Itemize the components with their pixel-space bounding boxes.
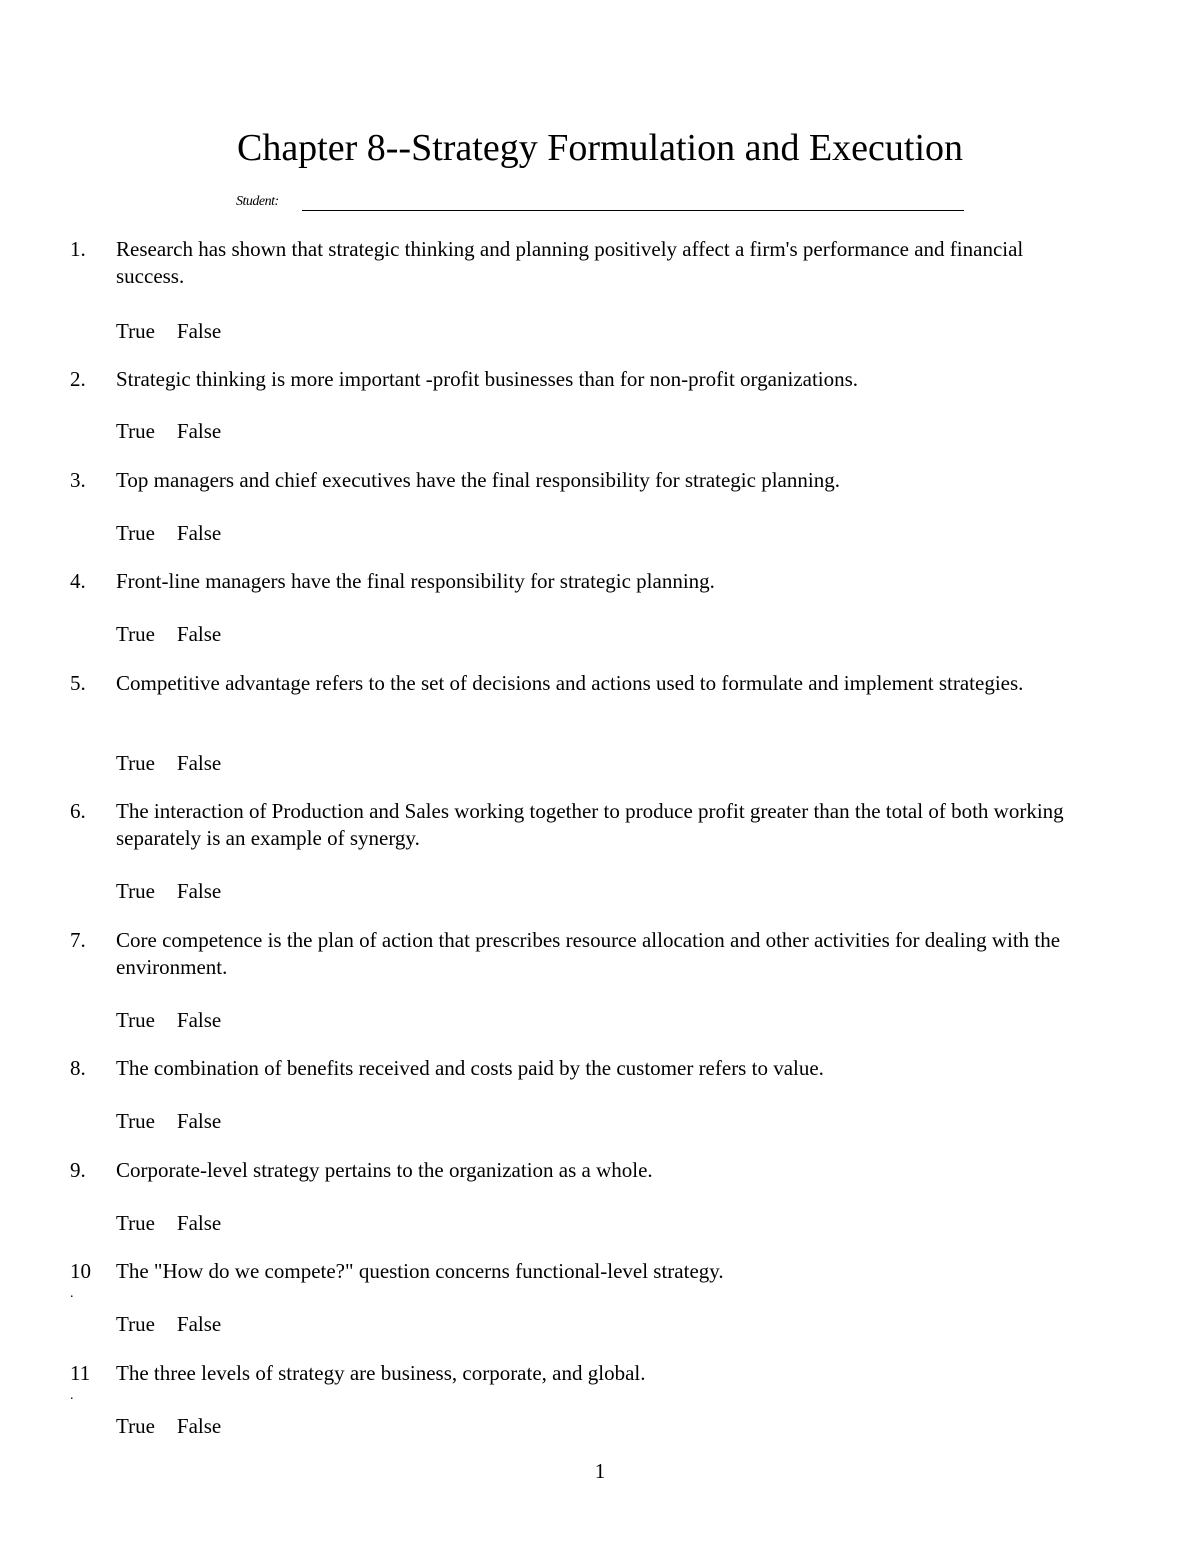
question-number-text: 3. (70, 468, 86, 492)
question-text: The three levels of strategy are business, corporate, and global. (116, 1361, 646, 1385)
option-true[interactable]: True (116, 1312, 155, 1336)
answer-options (116, 418, 221, 445)
question-number-suffix: . (70, 1388, 74, 1403)
option-true[interactable]: True (116, 419, 155, 443)
option-false[interactable]: False (176, 319, 222, 343)
option-true[interactable]: True (116, 1211, 155, 1235)
question-number (70, 568, 86, 595)
answer-options (116, 621, 221, 648)
question-number (70, 1157, 86, 1184)
question-text: Competitive advantage refers to the set of decisions and actions used to formulate and implement strategies. (116, 671, 1024, 695)
answer-options (116, 1108, 221, 1135)
option-true[interactable]: True (116, 879, 155, 903)
answer-options (116, 750, 221, 777)
question-number-text: 5. (70, 671, 86, 695)
question-number-text: 1. (70, 237, 86, 261)
question-number-text: 10 (70, 1259, 91, 1283)
option-false[interactable]: False (176, 622, 222, 646)
question-text: Strategic thinking is more important -profit businesses than for non-profit organizations. (116, 367, 859, 391)
question-text: The interaction of Production and Sales working together to produce profit greater than the total of both working separately is an example of synergy. (116, 799, 1064, 850)
question-number-text: 6. (70, 799, 86, 823)
option-true[interactable]: True (116, 1414, 155, 1438)
option-false[interactable]: False (176, 1211, 222, 1235)
option-false[interactable]: False (176, 1414, 222, 1438)
question-text: The combination of benefits received and costs paid by the customer refers to value. (116, 1056, 824, 1080)
question-number (70, 1055, 86, 1082)
question-number (70, 236, 86, 263)
question-number-text: 4. (70, 569, 86, 593)
question-text: Research has shown that strategic thinking and planning positively affect a firm's performance and financial success. (116, 237, 1024, 288)
page-number: 1 (594, 1459, 606, 1483)
question-number-suffix: . (70, 1286, 74, 1301)
option-false[interactable]: False (176, 879, 222, 903)
answer-options (116, 1311, 221, 1338)
answer-options (116, 1210, 221, 1237)
option-false[interactable]: False (176, 1008, 222, 1032)
question-number (70, 1258, 91, 1301)
question-number (70, 927, 86, 954)
answer-options (116, 878, 221, 905)
answer-options (116, 1007, 221, 1034)
question-number (70, 1360, 90, 1403)
question-number (70, 366, 86, 393)
option-true[interactable]: True (116, 751, 155, 775)
question-text: Corporate-level strategy pertains to the organization as a whole. (116, 1158, 653, 1182)
option-true[interactable]: True (116, 319, 155, 343)
question-number-text: 7. (70, 928, 86, 952)
option-true[interactable]: True (116, 521, 155, 545)
option-true[interactable]: True (116, 1109, 155, 1133)
question-text: The "How do we compete?" question concerns functional-level strategy. (116, 1259, 724, 1283)
page-title: Chapter 8--Strategy Formulation and Execution (236, 127, 964, 169)
question-text: Top managers and chief executives have the final responsibility for strategic planning. (116, 468, 840, 492)
question-number (70, 467, 86, 494)
option-true[interactable]: True (116, 622, 155, 646)
option-false[interactable]: False (176, 419, 222, 443)
question-number (70, 798, 86, 825)
answer-options (116, 520, 221, 547)
answer-options (116, 1413, 221, 1440)
option-false[interactable]: False (176, 521, 222, 545)
option-false[interactable]: False (176, 751, 222, 775)
student-name-line (302, 210, 964, 211)
question-number-text: 11 (70, 1361, 91, 1385)
option-false[interactable]: False (176, 1109, 222, 1133)
question-number (70, 670, 86, 697)
student-label: Student: (236, 194, 279, 209)
student-name-row (236, 190, 966, 214)
question-text: Front-line managers have the final responsibility for strategic planning. (116, 569, 715, 593)
option-true[interactable]: True (116, 1008, 155, 1032)
question-text: Core competence is the plan of action that prescribes resource allocation and other activities for dealing with the environment. (116, 928, 1061, 979)
question-number-text: 9. (70, 1158, 86, 1182)
question-number-text: 2. (70, 367, 86, 391)
answer-options (116, 318, 221, 345)
question-number-text: 8. (70, 1056, 86, 1080)
option-false[interactable]: False (176, 1312, 222, 1336)
